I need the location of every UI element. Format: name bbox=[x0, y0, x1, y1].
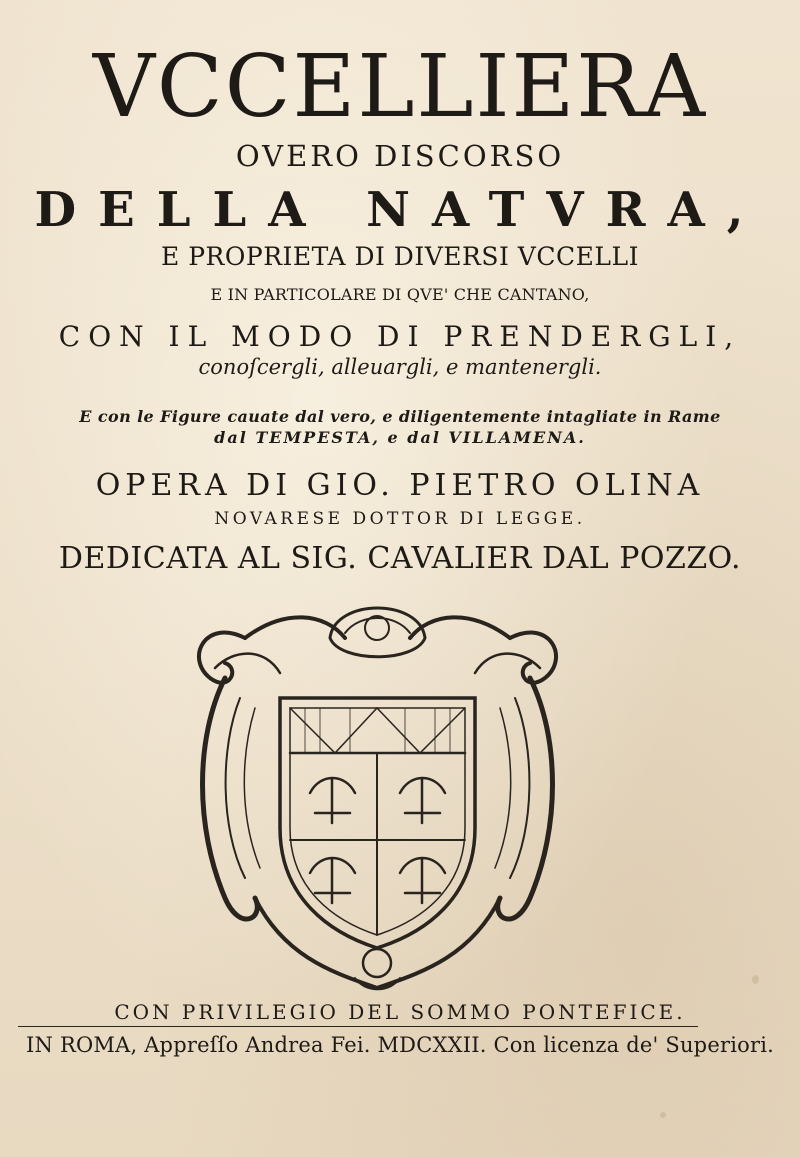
subtitle-proprieta: E PROPRIETA DI DIVERSI VCCELLI bbox=[161, 242, 639, 271]
imprint-line: IN ROMA, Appreſſo Andrea Fei. MDCXXII. Con licenza de' Superiori. bbox=[26, 1033, 774, 1057]
dedication-line: DEDICATA AL SIG. CAVALIER DAL POZZO. bbox=[58, 541, 742, 576]
subtitle-overo-discorso: OVERO DISCORSO bbox=[235, 139, 565, 173]
ink-spot bbox=[752, 975, 759, 984]
book-title: VCCELLIERA bbox=[92, 37, 708, 137]
author-origin: NOVARESE DOTTOR DI LEGGE. bbox=[214, 509, 586, 529]
ink-spot bbox=[660, 1112, 666, 1118]
figures-line-2: dal TEMPESTA, e dal VILLAMENA. bbox=[214, 428, 586, 447]
divider-rule bbox=[18, 1026, 698, 1027]
figures-line-1: E con le Figure cauate dal vero, e diligentemente intagliate in Rame bbox=[79, 407, 721, 426]
author-line: OPERA DI GIO. PIETRO OLINA bbox=[95, 468, 705, 503]
subtitle-modo: CON IL MODO DI PRENDERGLI, bbox=[58, 320, 742, 353]
privilege-line: CON PRIVILEGIO DEL SOMMO PONTEFICE. bbox=[114, 1000, 686, 1024]
subtitle-della-natura: DELLA NATVRA, bbox=[34, 182, 766, 238]
coat-of-arms-icon bbox=[185, 578, 570, 993]
subtitle-particolare: E IN PARTICOLARE DI QVE' CHE CANTANO, bbox=[210, 285, 590, 304]
subtitle-conoscergli: conoſcergli, alleuargli, e mantenergli. bbox=[198, 355, 602, 379]
